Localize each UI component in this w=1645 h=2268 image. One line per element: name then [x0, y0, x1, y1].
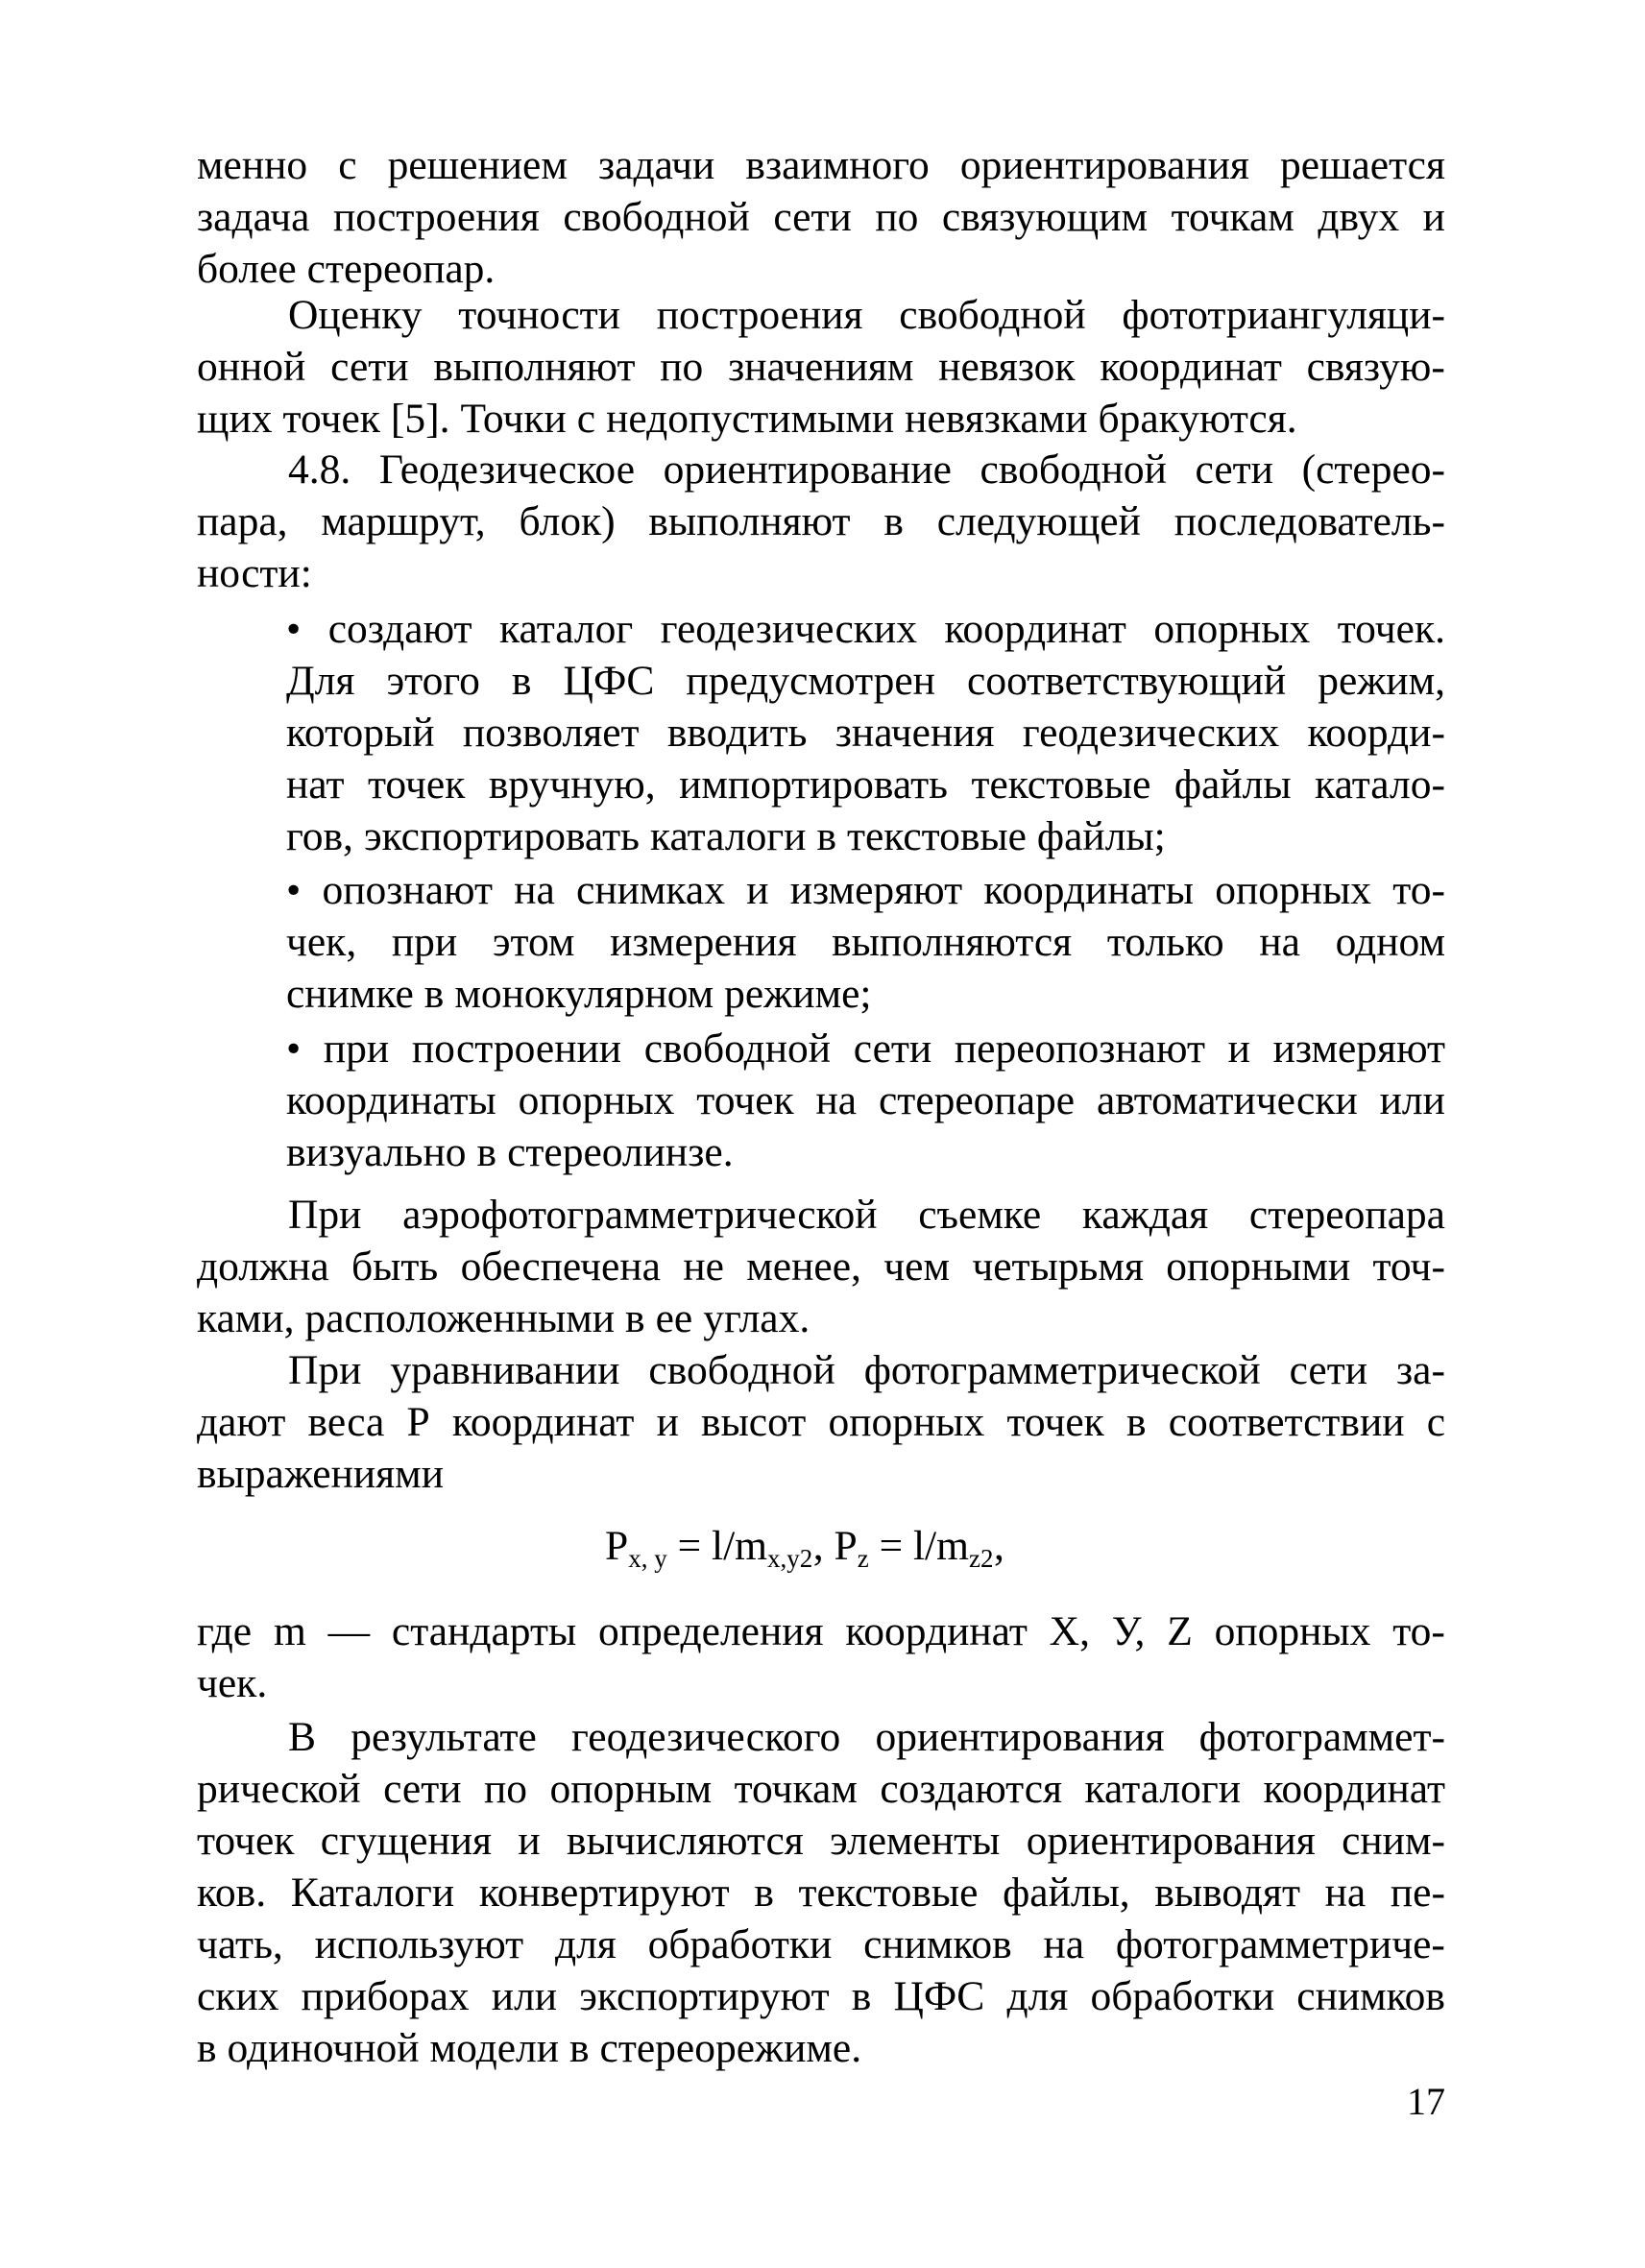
word: свободной [899, 292, 1086, 338]
word: где [197, 1608, 253, 1654]
word: режиме; [724, 971, 872, 1017]
text-line [197, 393, 1445, 445]
text-line [197, 1970, 1445, 2022]
word: то- [1392, 867, 1445, 913]
word: с [576, 396, 596, 442]
word: стереопара [1248, 1192, 1445, 1238]
word: координат [845, 1608, 1028, 1654]
word: в [816, 813, 836, 859]
word: на [514, 867, 555, 913]
word: ориентирования [875, 1714, 1165, 1760]
text-line [197, 1448, 1445, 1500]
word: в [1126, 1399, 1147, 1445]
word: двух [1318, 194, 1400, 240]
word: стандарты [391, 1608, 577, 1654]
word: экспортируют [579, 1973, 830, 2019]
word: в [197, 2025, 217, 2071]
word: координат [1100, 344, 1282, 390]
word: экспортировать [363, 813, 640, 859]
word: снимке [286, 971, 414, 1017]
word: ориентирования [1026, 1818, 1316, 1864]
word: построения [656, 292, 863, 338]
word: выполняют [648, 498, 851, 544]
word: с [1426, 1399, 1445, 1445]
word: опорных [518, 1077, 675, 1123]
word: для [1006, 1973, 1069, 2019]
text-line [197, 191, 1445, 243]
word: по [660, 344, 704, 390]
word: ориентирования [959, 142, 1249, 188]
word: снимках [576, 867, 725, 913]
text-line [197, 1241, 1445, 1292]
text-line [286, 603, 1445, 655]
word: сгущения [320, 1818, 493, 1864]
text-line [286, 1126, 1445, 1178]
word: опорными [1166, 1243, 1351, 1290]
word: в [883, 498, 904, 544]
word: ЦФС [563, 658, 655, 704]
word: в [754, 1870, 774, 1916]
text-line [197, 1605, 1445, 1657]
word: коорди- [1307, 710, 1445, 756]
word: стереорежиме. [599, 2025, 862, 2071]
word: и [518, 1818, 541, 1864]
text-line [197, 1763, 1445, 1815]
word: создаются [880, 1766, 1063, 1812]
word: измеряют [789, 867, 963, 913]
word: точек [197, 1818, 295, 1864]
word: опорных [1214, 1608, 1371, 1654]
word: в [476, 1129, 497, 1175]
word: на [1324, 1870, 1367, 1916]
word: точности [458, 292, 620, 338]
word: в [423, 971, 445, 1017]
word: сним- [1342, 1818, 1445, 1864]
word: рической [197, 1766, 361, 1812]
page-number: 17 [1407, 2080, 1445, 2123]
formula-sup-2a: 2 [799, 1544, 813, 1573]
word: В [288, 1714, 317, 1760]
word: каждая [1081, 1192, 1209, 1238]
word: m [273, 1608, 306, 1654]
word: стереолинзе. [507, 1129, 734, 1175]
word: при [323, 1025, 390, 1072]
word: точек [1006, 1399, 1104, 1445]
word: одном [1335, 919, 1445, 965]
word: ков. [197, 1870, 267, 1916]
word: — [327, 1608, 371, 1654]
word: блок) [519, 498, 616, 544]
word: свободной [648, 1347, 835, 1393]
word: фототриангуляци- [1122, 292, 1445, 338]
word: ЦФС [893, 1973, 985, 2019]
word: каталог [499, 606, 634, 652]
paragraph-3 [197, 444, 1445, 599]
word: 4.8. [288, 446, 351, 493]
word: координаты [983, 867, 1195, 913]
word: по [875, 194, 919, 240]
word: точкам [1171, 194, 1294, 240]
word: При [288, 1347, 362, 1393]
text-line [286, 1074, 1445, 1126]
word: щих [197, 396, 273, 442]
text-line [197, 1711, 1445, 1763]
word: модели [429, 2025, 559, 2071]
word: обработки [647, 1921, 833, 1967]
word: геодезических [660, 606, 917, 652]
word: или [1379, 1077, 1445, 1123]
word: свободной [980, 446, 1167, 493]
paragraph-1 [197, 139, 1445, 295]
text-line [197, 495, 1445, 547]
word: бракуются. [1098, 396, 1297, 442]
word: чек, [286, 919, 357, 965]
word: углах. [703, 1295, 810, 1341]
word: за- [1395, 1347, 1445, 1393]
word: • [286, 1025, 302, 1072]
word: (стерео- [1301, 446, 1445, 493]
word: построения [332, 194, 540, 240]
word: онной [197, 344, 306, 390]
word: сети [1195, 446, 1273, 493]
word: или [491, 1973, 558, 2019]
word: менее, [746, 1243, 861, 1290]
word: измеряют [1272, 1025, 1445, 1072]
text-line [197, 1189, 1445, 1241]
bullet-item-2 [286, 864, 1445, 1020]
word: [5]. [390, 396, 450, 442]
word: должна [197, 1243, 329, 1290]
word: фотограмметриче- [1115, 1921, 1445, 1967]
word: предусмотрен [686, 658, 935, 704]
word: Каталоги [290, 1870, 455, 1916]
word: соответствующий [967, 658, 1287, 704]
word: чек. [197, 1660, 268, 1706]
word: снимков [863, 1921, 1012, 1967]
word: в [569, 2025, 590, 2071]
word: точек. [1337, 606, 1445, 652]
word: Для [286, 658, 355, 704]
text-line [197, 341, 1445, 393]
formula-sub-mxy: x,y [767, 1544, 800, 1573]
word: точек [282, 396, 380, 442]
word: выполняют [433, 344, 636, 390]
formula-sub-z: z [857, 1544, 869, 1573]
text-line [197, 1867, 1445, 1918]
formula-sup-2b: 2 [980, 1544, 994, 1573]
paragraph-4 [197, 1189, 1445, 1344]
word: геодезических [1022, 710, 1280, 756]
word: точек [367, 761, 466, 808]
text-line [197, 289, 1445, 341]
weight-formula [605, 1520, 1004, 1584]
word: ками, [197, 1295, 295, 1341]
text-line [286, 864, 1445, 916]
text-line [197, 243, 1445, 295]
text-line [197, 547, 1445, 599]
word: построении [411, 1025, 622, 1072]
word: значениям [728, 344, 914, 390]
word: нат [286, 761, 345, 808]
word: в [625, 1295, 645, 1341]
word: опорных [1153, 606, 1311, 652]
word: результате [351, 1714, 537, 1760]
word: стереопаре [879, 1077, 1076, 1123]
word: выражениями [197, 1451, 444, 1497]
word: на [1043, 1921, 1085, 1967]
word: текстовые [971, 761, 1151, 808]
word: текстовые [846, 813, 1027, 859]
word: файлы; [1036, 813, 1166, 859]
paragraph-6 [197, 1605, 1445, 1709]
word: вручную, [488, 761, 656, 808]
text-line [286, 707, 1445, 759]
word: выводят [1154, 1870, 1300, 1916]
word: сети [1289, 1347, 1368, 1393]
formula-eq2: = l/m [868, 1523, 969, 1569]
formula-sub-mz: z [968, 1544, 980, 1573]
word: точ- [1372, 1243, 1445, 1290]
word: то- [1392, 1608, 1445, 1654]
word: файлы, [1003, 1870, 1130, 1916]
word: уравнивании [390, 1347, 620, 1393]
word: задача [197, 194, 310, 240]
word: одиночной [227, 2025, 420, 2071]
word: быть [351, 1243, 439, 1290]
word: невязками [905, 396, 1088, 442]
word: выполняются [832, 919, 1073, 965]
text-line [197, 444, 1445, 495]
word: переопознают [954, 1025, 1205, 1072]
formula-end: , [993, 1523, 1004, 1569]
word: решением [387, 142, 568, 188]
text-line [197, 1396, 1445, 1448]
word: маршрут, [321, 498, 486, 544]
text-line [197, 1292, 1445, 1344]
word: в [511, 658, 532, 704]
word: дают [197, 1399, 286, 1445]
word: используют [314, 1921, 524, 1967]
text-line [286, 1023, 1445, 1074]
text-line [286, 810, 1445, 862]
word: и [1227, 1025, 1250, 1072]
word: с [338, 142, 357, 188]
word: связующим [941, 194, 1149, 240]
word: и [746, 867, 769, 913]
word: ориентирование [663, 446, 952, 493]
word: пара, [197, 498, 288, 544]
word: координат [451, 1399, 635, 1445]
word: визуально [286, 1129, 467, 1175]
word: импортировать [679, 761, 948, 808]
word: который [286, 710, 435, 756]
word: режим, [1318, 658, 1445, 704]
word: опорных [828, 1399, 985, 1445]
text-line [286, 759, 1445, 810]
word: вводить [666, 710, 808, 756]
word: позволяет [462, 710, 640, 756]
bullet-item-3 [286, 1023, 1445, 1178]
word: • [286, 867, 302, 913]
word: четырьмя [972, 1243, 1144, 1290]
word: При [288, 1192, 362, 1238]
word: измерения [610, 919, 797, 965]
word: соответствии [1168, 1399, 1405, 1445]
formula-sub-xy: x, y [628, 1544, 667, 1573]
word: чем [883, 1243, 950, 1290]
text-line [286, 968, 1445, 1020]
word: высот [701, 1399, 807, 1445]
word: фотограмметрической [863, 1347, 1261, 1393]
bullet-item-1 [286, 603, 1445, 862]
word: и [656, 1399, 679, 1445]
word: сети [383, 1766, 462, 1812]
word: сети [330, 344, 409, 390]
word: снимков [1296, 1973, 1445, 2019]
word: на [815, 1077, 858, 1123]
word: элементы [830, 1818, 1001, 1864]
word: взаимного [745, 142, 930, 188]
word: Z [1167, 1608, 1193, 1654]
word: X, [1049, 1608, 1090, 1654]
word: каталоги [1084, 1766, 1241, 1812]
paragraph-7 [197, 1711, 1445, 2074]
text-line [197, 139, 1445, 191]
word: гов, [286, 813, 353, 859]
word: значения [835, 710, 995, 756]
word: каталоги [649, 813, 807, 859]
word: невязок [938, 344, 1076, 390]
word: веса [307, 1399, 385, 1445]
word: автоматически [1096, 1077, 1358, 1123]
word: текстовые [798, 1870, 979, 1916]
word: чать, [197, 1921, 283, 1967]
word: опорных [1215, 867, 1372, 913]
word: сети [773, 194, 852, 240]
word: определения [598, 1608, 824, 1654]
word: пе- [1390, 1870, 1445, 1916]
word: точек [696, 1077, 794, 1123]
word: Р [406, 1399, 430, 1445]
text-line [197, 2022, 1445, 2074]
text-line [197, 1344, 1445, 1396]
word: обеспечена [460, 1243, 661, 1290]
word: обработки [1090, 1973, 1275, 2019]
paragraph-5 [197, 1344, 1445, 1500]
word: недопустимыми [606, 396, 895, 442]
word: фотограммет- [1198, 1714, 1445, 1760]
formula-p1: P [605, 1523, 629, 1569]
word: свободной [643, 1025, 832, 1072]
word: точкам [734, 1766, 858, 1812]
text-line [286, 655, 1445, 707]
formula-eq1: = l/m [666, 1523, 767, 1569]
word: этого [386, 658, 480, 704]
text-line [286, 916, 1445, 968]
word: катало- [1315, 761, 1445, 808]
word: в [851, 1973, 872, 2019]
formula-sep: , P [812, 1523, 858, 1569]
text-line [197, 1815, 1445, 1867]
word: У, [1111, 1608, 1146, 1654]
word: геодезического [571, 1714, 841, 1760]
word: на [1259, 919, 1300, 965]
word: ских [197, 1973, 279, 2019]
word: координат [1263, 1766, 1445, 1812]
word: создают [327, 606, 472, 652]
word: координат [944, 606, 1126, 652]
word: съемке [918, 1192, 1042, 1238]
text-line [197, 1918, 1445, 1970]
word: сети [853, 1025, 932, 1072]
word: и [1422, 194, 1445, 240]
word: приборах [301, 1973, 470, 2019]
word: этом [492, 919, 575, 965]
word: по [484, 1766, 528, 1812]
word: свободной [563, 194, 750, 240]
word: координаты [286, 1077, 496, 1123]
word: только [1106, 919, 1224, 965]
word: более [197, 246, 297, 292]
word: при [391, 919, 458, 965]
word: Оценку [288, 292, 423, 338]
word: конвертируют [478, 1870, 730, 1916]
word: ности: [197, 550, 312, 596]
word: Точки [460, 396, 567, 442]
word: последователь- [1173, 498, 1445, 544]
word: файлы [1173, 761, 1292, 808]
word: монокулярном [454, 971, 714, 1017]
word: вычисляются [567, 1818, 804, 1864]
word: для [554, 1921, 617, 1967]
word: опорным [549, 1766, 713, 1812]
word: аэрофотограмметрической [402, 1192, 878, 1238]
word: расположенными [304, 1295, 616, 1341]
word: Геодезическое [378, 446, 636, 493]
word: не [683, 1243, 724, 1290]
word: • [286, 606, 302, 652]
word: следующей [936, 498, 1141, 544]
word: менно [197, 142, 308, 188]
paragraph-2 [197, 289, 1445, 445]
word: ее [655, 1295, 693, 1341]
word: связую- [1306, 344, 1445, 390]
word: решается [1279, 142, 1445, 188]
word: задачи [597, 142, 715, 188]
word: стереопар. [306, 246, 496, 292]
text-line [197, 1657, 1445, 1709]
word: опознают [322, 867, 493, 913]
